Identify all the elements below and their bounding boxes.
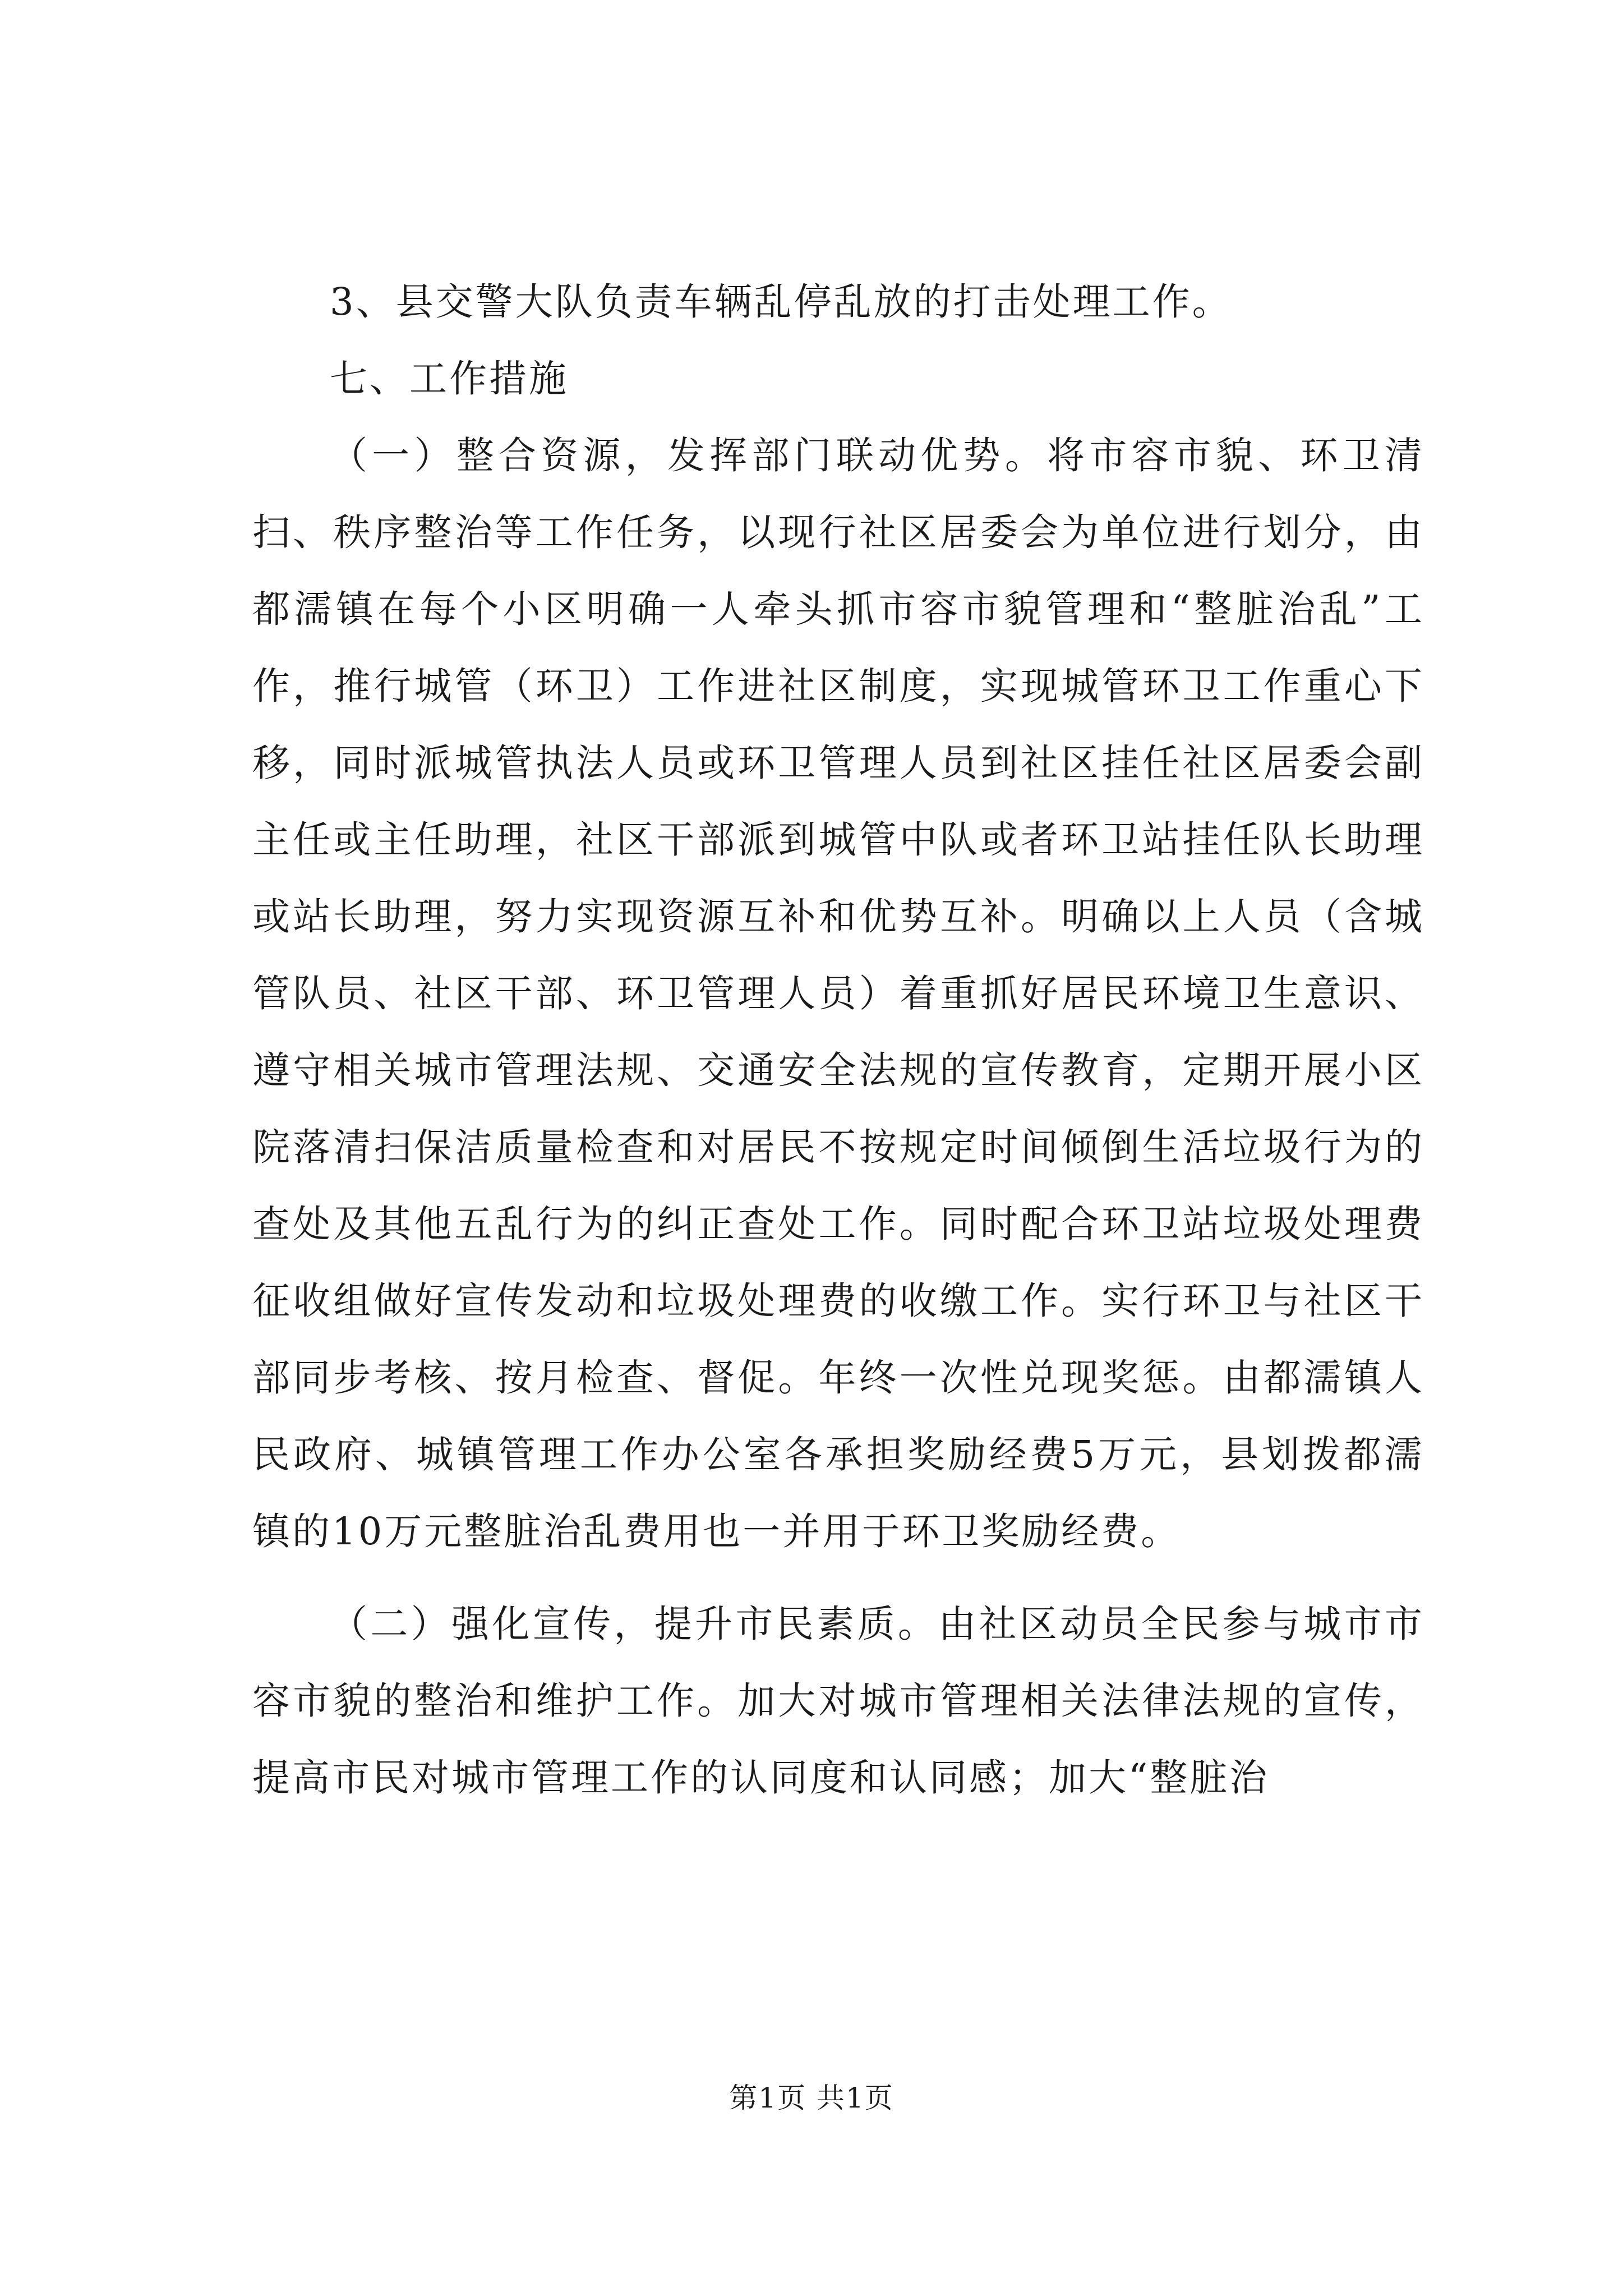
page-footer: 第1页 共1页 <box>729 2082 894 2114</box>
paragraph-item-3: 3、县交警大队负责车辆乱停乱放的打击处理工作。 <box>330 280 1232 324</box>
paragraph-measure-2: （二）强化宣传，提升市民素质。由社区动员全民参与城市市容市貌的整治和维护工作。加大对城市管理相关法律法规的宣传，提高市民对城市管理工作的认同度和认同感；加大“整脏治 <box>252 1602 1424 1800</box>
section-heading-work-measures: 七、工作措施 <box>330 357 569 401</box>
document-body <box>252 264 1424 1816</box>
paragraph-measure-1: （一）整合资源，发挥部门联动优势。将市容市貌、环卫清扫、秩序整治等工作任务，以现行社区居委会为单位进行划分，由都濡镇在每个小区明确一人牵头抓市容市貌管理和“整脏治乱”工作，推行城管（环卫）工作进社区制度，实现城管环卫工作重心下移，同时派城管执法人员或环卫管理人员到社区挂任社区居委会副主任或主任助理，社区干部派到城管中队或者环卫站挂任队长助理或站长助理，努力实现资源互补和优势互补。明确以上人员（含城管队员、社区干部、环卫管理人员）着重抓好居民环境卫生意识、遵守相关城市管理法规、交通安全法规的宣传教育，定期开展小区院落清扫保洁质量检查和对居民不按规定时间倾倒生活垃圾行为的查处及其他五乱行为的纠正查处工作。同时配合环卫站垃圾处理费征收组做好宣传发动和垃圾处理费的收缴工作。实行环卫与社区干部同步考核、按月检查、督促。年终一次性兑现奖惩。由都濡镇人民政府、城镇管理工作办公室各承担奖励经费5万元，县划拨都濡镇的10万元整脏治乱费用也一并用于环卫奖励经费。 <box>252 434 1424 1553</box>
